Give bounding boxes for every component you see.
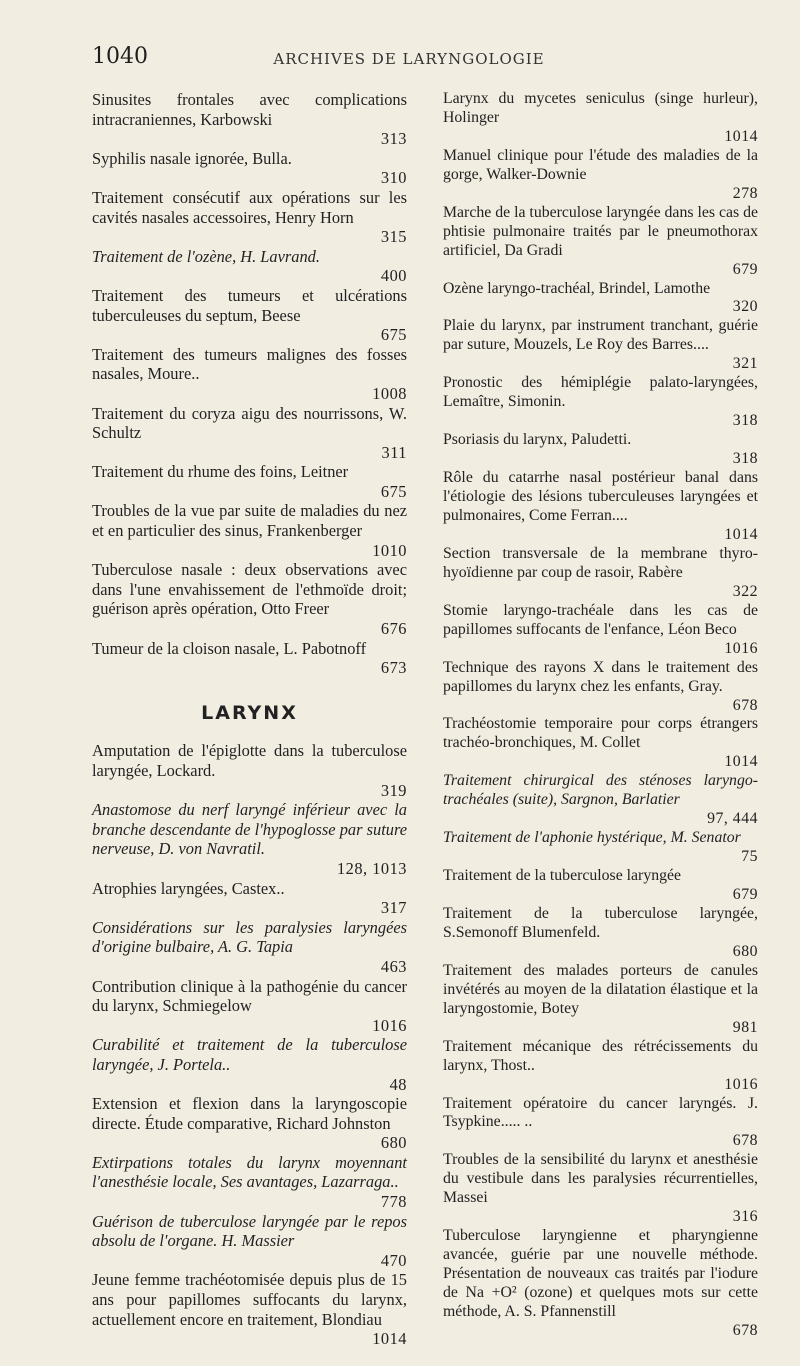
entry-page-ref: 673: [380, 658, 407, 678]
entry-page-ref: 1016: [724, 1075, 758, 1093]
index-entry: [92, 879, 407, 918]
entry-page-ref: 319: [380, 780, 407, 800]
entry-page-ref: 1016: [724, 639, 758, 657]
entry-text: Marche de la tuberculose laryngée dans les cas de phtisie pulmonaire traités par le pneumothorax artificiel, Da Gradi: [443, 203, 758, 259]
index-entry: [92, 977, 407, 1036]
entry-page-ref: 678: [732, 1132, 758, 1150]
index-entry: [92, 247, 407, 286]
entry-page-ref: 316: [732, 1208, 758, 1226]
entry-text: Troubles de la vue par suite de maladies du nez et en particulier des sinus, Frankenberger: [92, 501, 407, 541]
index-entry: [443, 1038, 758, 1095]
entry-page-ref: 981: [732, 1018, 758, 1036]
right-entries: [443, 90, 758, 1341]
entry-page-ref: 1008: [372, 383, 407, 403]
entry-text: Traitement consécutif aux opérations sur les cavités nasales accessoires, Henry Horn: [92, 187, 407, 227]
entry-text: Psoriasis du larynx, Paludetti.: [443, 431, 632, 449]
index-entry: [443, 905, 758, 962]
entry-page-ref: 676: [380, 619, 407, 639]
entry-text: Traitement opératoire du cancer laryngés. J. Tsypkine..... ..: [443, 1094, 758, 1131]
entry-text: Rôle du catarrhe nasal postérieur banal dans l'étiologie des lésions tuberculeuses laryngées et pulmonaires, Come Ferran....: [443, 469, 758, 524]
index-entry: [92, 1035, 407, 1094]
entry-page-ref: 311: [381, 442, 407, 462]
index-entry: [443, 280, 758, 318]
index-entry: [443, 715, 758, 772]
entry-text: Traitement de la tuberculose laryngée: [443, 867, 682, 885]
entry-text: Traitement des tumeurs malignes des fosses nasales, Moure..: [92, 344, 407, 384]
entry-text: Extirpations totales du larynx moyennant l'anesthésie locale, Ses avantages, Lazarraga..: [92, 1152, 407, 1192]
entry-page-ref: 1014: [724, 753, 758, 771]
entry-text: Contribution clinique à la pathogénie du cancer du larynx, Schmiegelow: [92, 976, 407, 1016]
index-entry: [443, 204, 758, 280]
entry-text: Traitement de l'ozène, H. Lavrand.: [92, 246, 320, 266]
entry-text: Ozène laryngo-trachéal, Brindel, Lamothe: [443, 279, 711, 297]
entry-text: Traitement du coryza aigu des nourrissons, W. Schultz: [92, 403, 407, 443]
index-entry: [443, 545, 758, 602]
entry-page-ref: 75: [741, 848, 758, 866]
index-entry: [92, 462, 407, 501]
index-entry: [443, 469, 758, 545]
entry-text: Traitement du rhume des foins, Leitner: [92, 462, 349, 482]
left-entries-top: [92, 90, 407, 678]
index-entry: [443, 147, 758, 204]
entry-text: Guérison de tuberculose laryngée par le repos absolu de l'organe. H. Massier: [92, 1211, 407, 1251]
entry-text: Larynx du mycetes seniculus (singe hurleur), Holinger: [443, 90, 758, 126]
index-entry: [92, 345, 407, 404]
index-entry: [92, 1153, 407, 1212]
entry-text: Traitement des malades porteurs de canules invétérés au moyen de la dilatation élastique et la laryngostomie, Botey: [443, 961, 758, 1017]
section-title-larynx: LARYNX: [201, 701, 298, 724]
index-entry: [92, 90, 407, 149]
index-entry: [443, 962, 758, 1038]
index-entry: [92, 404, 407, 463]
index-entry: [443, 1151, 758, 1227]
entry-page-ref: 678: [732, 1321, 758, 1339]
entry-page-ref: 679: [732, 886, 758, 904]
entry-page-ref: 322: [732, 582, 758, 600]
entry-text: Sinusites frontales avec complications intracraniennes, Karbowski: [92, 90, 407, 129]
entry-page-ref: 315: [380, 227, 407, 247]
entry-text: Tuberculose laryngienne et pharyngienne avancée, guérie par une nouvelle méthode. Présentation de nouveaux cas traités par l'iodure de Na +O² (ozone) et quelques mots sur cette méthode, A. S. Pfannenstill: [443, 1227, 758, 1320]
entry-page-ref: 318: [732, 450, 758, 468]
index-entry: [92, 1212, 407, 1271]
entry-text: Atrophies laryngées, Castex..: [92, 878, 285, 898]
entry-page-ref: 675: [380, 481, 407, 501]
index-entry: [92, 501, 407, 560]
entry-page-ref: 1016: [372, 1015, 407, 1035]
entry-text: Section transversale de la membrane thyro-hyoïdienne par coup de rasoir, Rabère: [443, 544, 758, 581]
entry-page-ref: 1014: [372, 1329, 407, 1349]
entry-text: Anastomose du nerf laryngé inférieur avec la branche descendante de l'hypoglosse par suture nerveuse, D. von Navratil.: [92, 800, 407, 859]
index-entry: [443, 602, 758, 659]
index-entry: [92, 286, 407, 345]
index-entry: [92, 639, 407, 678]
right-column: [443, 90, 758, 1341]
entry-text: Considérations sur les paralysies laryngées d'origine bulbaire, A. G. Tapia: [92, 917, 407, 957]
entry-text: Manuel clinique pour l'étude des maladies de la gorge, Walker-Downie: [443, 146, 758, 183]
index-entry: [443, 867, 758, 905]
entry-page-ref: 679: [732, 260, 758, 278]
index-entry: [443, 829, 758, 867]
entry-page-ref: 278: [732, 184, 758, 202]
entry-text: Traitement des tumeurs et ulcérations tuberculeuses du septum, Beese: [92, 285, 407, 325]
entry-text: Amputation de l'épiglotte dans la tuberculose laryngée, Lockard.: [92, 741, 407, 780]
entry-page-ref: 400: [380, 266, 407, 286]
entry-page-ref: 317: [380, 898, 407, 918]
entry-page-ref: 680: [380, 1133, 407, 1153]
page-number: 1040: [92, 44, 148, 69]
entry-text: Traitement mécanique des rétrécissements du larynx, Thost..: [443, 1037, 758, 1074]
index-entry: [443, 772, 758, 829]
entry-page-ref: 48: [389, 1074, 407, 1094]
entry-page-ref: 321: [732, 355, 758, 373]
index-entry: [443, 659, 758, 716]
entry-page-ref: 1014: [724, 127, 758, 145]
entry-text: Tumeur de la cloison nasale, L. Pabotnoff: [92, 638, 367, 658]
page-header: [92, 44, 726, 74]
entry-page-ref: 1010: [372, 540, 407, 560]
journal-title: ARCHIVES DE LARYNGOLOGIE: [273, 50, 545, 68]
index-entry: [443, 90, 758, 147]
index-entry: [92, 1270, 407, 1348]
entry-text: Tuberculose nasale : deux observations avec dans l'une envahissement de l'ethmoïde droit; guérison après opération, Otto Freer: [92, 560, 407, 619]
entry-text: Technique des rayons X dans le traitement des papillomes du larynx chez les enfants, Gray.: [443, 658, 758, 695]
entry-text: Jeune femme trachéotomisée depuis plus de 15 ans pour papillomes suffocants du larynx, actuellement encore en traitement, Blondiau: [92, 1270, 407, 1329]
entry-page-ref: 128, 1013: [336, 858, 407, 878]
index-entry: [92, 188, 407, 247]
entry-page-ref: 97, 444: [707, 810, 758, 828]
index-entry: [92, 741, 407, 800]
entry-page-ref: 318: [732, 412, 758, 430]
index-entry: [92, 800, 407, 878]
entry-text: Troubles de la sensibilité du larynx et anesthésie du vestibule dans les paralysies récurrentielles, Massei: [443, 1151, 758, 1207]
index-entry: [443, 317, 758, 374]
entry-text: Extension et flexion dans la laryngoscopie directe. Étude comparative, Richard Johnston: [92, 1094, 407, 1133]
entry-page-ref: 680: [732, 942, 758, 960]
entry-page-ref: 778: [380, 1192, 407, 1212]
left-column: [92, 90, 407, 1349]
entry-page-ref: 310: [380, 168, 407, 188]
entry-page-ref: 678: [732, 696, 758, 714]
left-entries-bottom: [92, 741, 407, 1348]
index-entry: [92, 149, 407, 188]
index-entry: [443, 1227, 758, 1341]
entry-page-ref: 320: [732, 298, 758, 316]
entry-text: Curabilité et traitement de la tuberculose laryngée, J. Portela..: [92, 1035, 407, 1074]
entry-page-ref: 463: [380, 956, 407, 976]
entry-page-ref: 470: [380, 1250, 407, 1270]
entry-text: Traitement chirurgical des sténoses laryngo-trachéales (suite), Sargnon, Barlatier: [443, 772, 758, 809]
index-entry: [443, 1095, 758, 1152]
entry-text: Traitement de la tuberculose laryngée, S.Semonoff Blumenfeld.: [443, 904, 758, 941]
entry-page-ref: 313: [380, 129, 407, 149]
entry-page-ref: 675: [380, 325, 407, 345]
index-entry: [92, 560, 407, 638]
entry-text: Pronostic des hémiplégie palato-laryngées, Lemaître, Simonin.: [443, 374, 758, 411]
entry-text: Trachéostomie temporaire pour corps étrangers trachéo-bronchiques, M. Collet: [443, 715, 758, 752]
index-entry: [92, 918, 407, 977]
entry-text: Traitement de l'aphonie hystérique, M. Senator: [443, 829, 741, 847]
index-entry: [443, 374, 758, 431]
entry-text: Plaie du larynx, par instrument tranchant, guérie par suture, Mouzels, Le Roy des Barres....: [443, 317, 758, 354]
index-entry: [443, 431, 758, 469]
entry-page-ref: 1014: [724, 525, 758, 543]
entry-text: Syphilis nasale ignorée, Bulla.: [92, 148, 292, 168]
index-entry: [92, 1094, 407, 1153]
entry-text: Stomie laryngo-trachéale dans les cas de papillomes suffocants de l'enfance, Léon Beco: [443, 601, 758, 638]
